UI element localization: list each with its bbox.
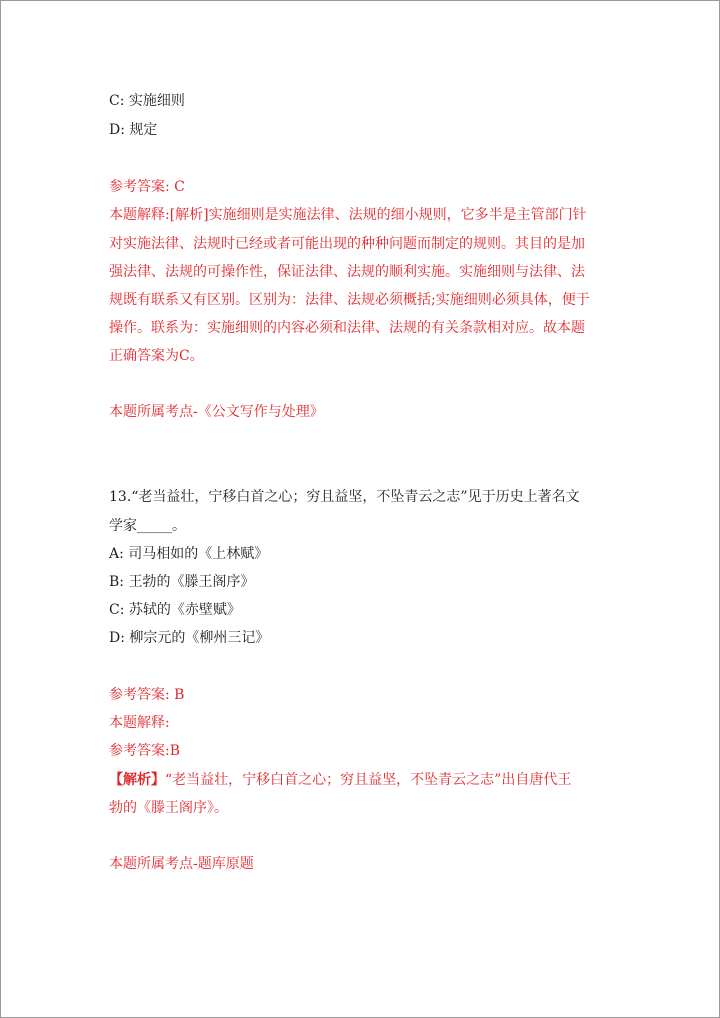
q13-answer: 参考答案: B (109, 687, 185, 703)
q13-analysis-line: 勃的《滕王阁序》。 (109, 800, 228, 816)
q12-answer: 参考答案: C (109, 179, 185, 195)
q12-explanation-line: 本题解释:[解析]实施细则是实施法律、法规的细小规则，它多半是主管部门针 (109, 207, 587, 223)
q13-option-a: A: 司马相如的《上林赋》 (109, 546, 269, 562)
q12-explanation-line: 规既有联系又有区别。区别为：法律、法规必须概括;实施细则必须具体，便于 (109, 292, 590, 308)
q12-option-c: C: 实施细则 (109, 93, 185, 109)
analysis-tag: 【解析】 (109, 772, 165, 788)
q12-explanation-line: 正确答案为C。 (109, 348, 204, 364)
analysis-text: “老当益壮，宁移白首之心；穷且益坚，不坠青云之志”出自唐代王 (165, 772, 572, 788)
q13-option-d: D: 柳宗元的《柳州三记》 (109, 630, 270, 646)
q13-question-line: 13.“老当益壮，宁移白首之心；穷且益坚，不坠青云之志”见于历史上著名文 (109, 489, 580, 505)
q13-option-c: C: 苏轼的《赤壁赋》 (109, 602, 241, 618)
q12-topic: 本题所属考点-《公文写作与处理》 (109, 404, 324, 420)
q13-option-b: B: 王勃的《滕王阁序》 (109, 574, 255, 590)
q13-question-line: 学家_____。 (109, 518, 186, 534)
q13-answer-repeat: 参考答案:B (109, 743, 181, 759)
q12-explanation-line: 操作。联系为：实施细则的内容必须和法律、法规的有关条款相对应。故本题 (109, 320, 585, 336)
q12-explanation-line: 强法律、法规的可操作性，保证法律、法规的顺利实施。实施细则与法律、法 (109, 264, 585, 280)
q13-analysis-line (109, 770, 571, 790)
q13-topic: 本题所属考点-题库原题 (109, 856, 254, 872)
q12-explanation-line: 对实施法律、法规时已经或者可能出现的种种问题而制定的规则。其目的是加 (109, 236, 585, 252)
q13-explanation-label: 本题解释: (109, 715, 170, 731)
q12-option-d: D: 规定 (109, 122, 158, 138)
